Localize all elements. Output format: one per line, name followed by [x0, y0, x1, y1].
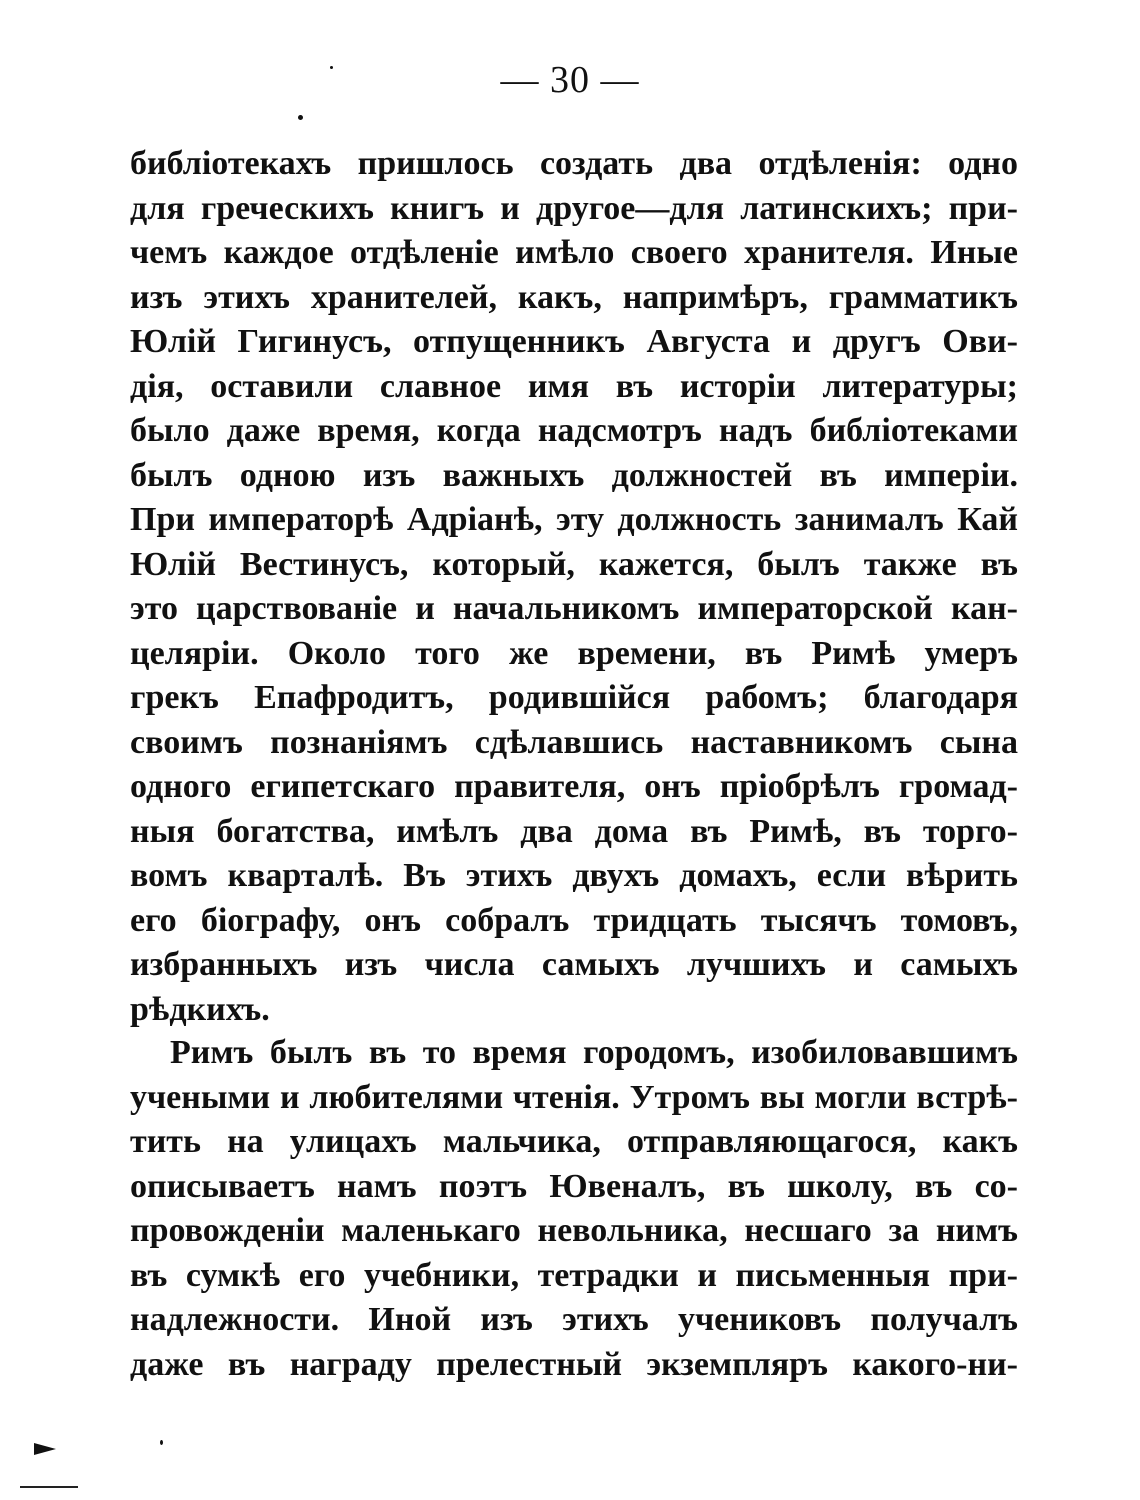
text-line: надлежности. Иной изъ этихъ учениковъ получалъ [130, 1301, 1018, 1338]
text-line: провожденіи маленькаго невольника, несшаго за нимъ [130, 1212, 1018, 1249]
text-line: въ сумкѣ его учебники, тетрадки и письменныя при- [130, 1256, 1018, 1294]
text-line: одного египетскаго правителя, онъ пріобрѣлъ громад- [130, 768, 1018, 805]
text-line: вомъ кварталѣ. Въ этихъ двухъ домахъ, если вѣрить [130, 857, 1018, 894]
text-line: Юлій Гигинусъ, отпущенникъ Августа и другъ Ови- [130, 323, 1018, 360]
paragraph-2 [130, 1031, 1018, 1387]
ink-speck [298, 115, 303, 120]
text-line: Римъ былъ въ то время городомъ, изобиловавшимъ [170, 1034, 1018, 1071]
text-line: былъ одною изъ важныхъ должностей въ имперіи. [130, 456, 1018, 494]
text-line: его біографу, онъ собралъ тридцать тысячъ томовъ, [130, 901, 1018, 939]
text-line: даже въ награду прелестный экземпляръ какого-ни- [130, 1345, 1018, 1383]
edge-rule [20, 1486, 78, 1488]
text-line: грекъ Епафродитъ, родившійся рабомъ; благодаря [130, 679, 1018, 716]
text-line: При императорѣ Адріанѣ, эту должность занималъ Кай [130, 501, 1018, 538]
text-line: рѣдкихъ. [130, 990, 270, 1028]
text-line: Юлій Вестинусъ, который, кажется, былъ также въ [130, 545, 1018, 583]
text-line: тить на улицахъ мальчика, отправляющагося, какъ [130, 1123, 1018, 1160]
text-line: чемъ каждое отдѣленіе имѣло своего хранителя. Иные [130, 234, 1018, 271]
text-line: своимъ познаніямъ сдѣлавшись наставникомъ сына [130, 723, 1018, 761]
paragraph-1 [130, 142, 1018, 1032]
text-line: для греческихъ книгъ и другое—для латинскихъ; при- [130, 189, 1018, 227]
text-line: это царствованіе и начальникомъ императорской кан- [130, 590, 1018, 627]
printer-mark-icon [34, 1443, 56, 1455]
text-line: библіотекахъ пришлось создать два отдѣленія: одно [130, 145, 1018, 182]
text-line: описываетъ намъ поэтъ Ювеналъ, въ школу, въ со- [130, 1167, 1018, 1205]
text-line: целяріи. Около того же времени, въ Римѣ умеръ [130, 634, 1018, 672]
ink-speck [330, 66, 333, 69]
page-number: — 30 — [500, 59, 640, 101]
ink-speck [160, 1440, 163, 1445]
text-line: учеными и любителями чтенія. Утромъ вы могли встрѣ- [130, 1078, 1018, 1116]
text-line: дія, оставили славное имя въ исторіи литературы; [130, 367, 1018, 405]
text-line: изъ этихъ хранителей, какъ, напримѣръ, грамматикъ [130, 278, 1018, 316]
text-line: избранныхъ изъ числа самыхъ лучшихъ и самыхъ [130, 946, 1018, 983]
text-line: ныя богатства, имѣлъ два дома въ Римѣ, въ торго- [130, 812, 1018, 850]
text-line: было даже время, когда надсмотръ надъ библіотеками [130, 412, 1018, 449]
